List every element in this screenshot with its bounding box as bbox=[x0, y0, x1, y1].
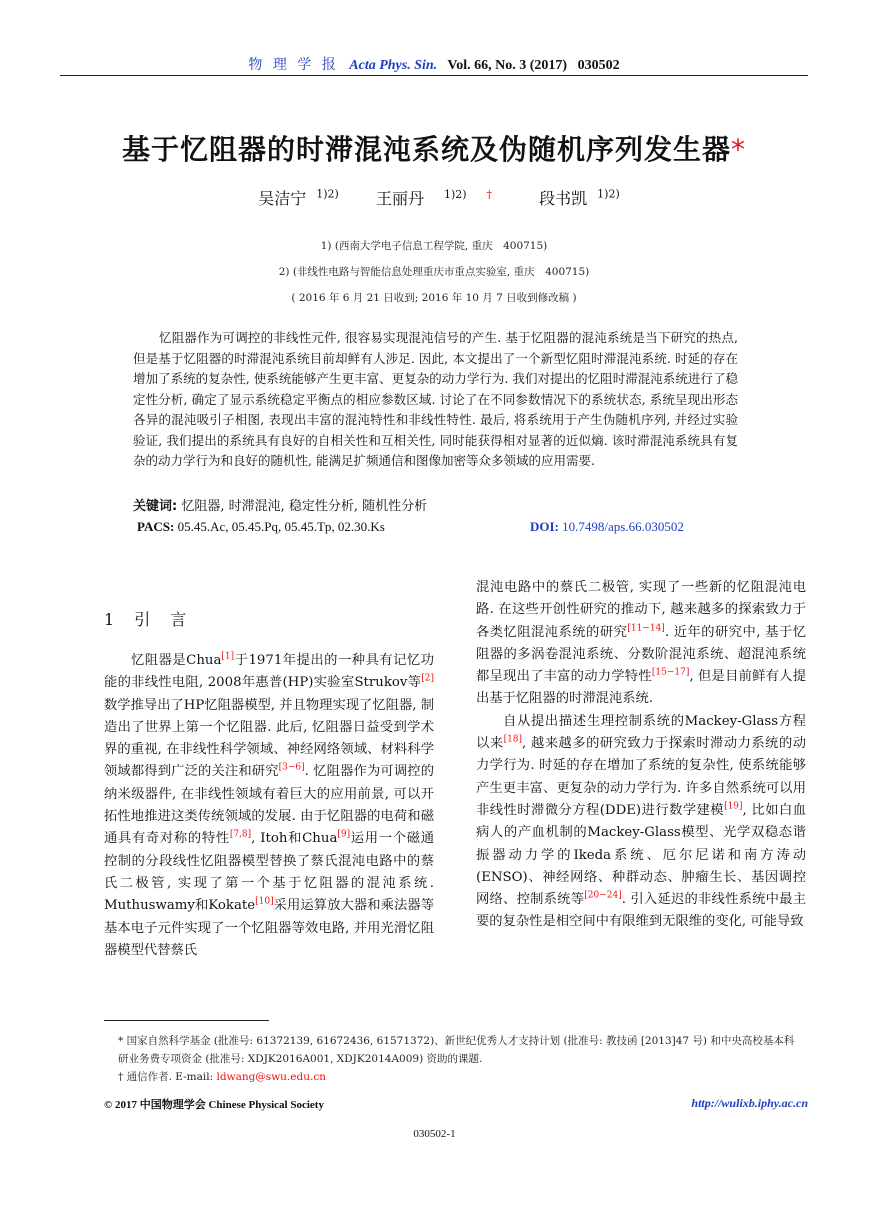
keywords bbox=[133, 495, 427, 514]
journal-header bbox=[60, 54, 808, 74]
corresponding-author-note: † 通信作者. E-mail: ldwang@swu.edu.cn bbox=[118, 1071, 326, 1083]
doi-link[interactable]: 10.7498/aps.66.030502 bbox=[562, 519, 684, 534]
citation[interactable]: [2] bbox=[421, 673, 434, 684]
author: 吴洁宁 $^{1)2)}$ bbox=[258, 187, 339, 208]
section-heading bbox=[104, 607, 206, 630]
citation[interactable]: [18] bbox=[503, 734, 523, 745]
citation[interactable]: [9] bbox=[337, 829, 351, 840]
journal-name-cn: 物 理 学 报 bbox=[248, 57, 339, 73]
doi[interactable] bbox=[530, 519, 684, 535]
footnote-rule bbox=[104, 1020, 269, 1021]
copyright: © 2017 中国物理学会 Chinese Physical Society bbox=[104, 1099, 324, 1111]
citation[interactable]: [19] bbox=[724, 801, 743, 812]
citation[interactable]: [20−24] bbox=[584, 890, 622, 901]
paper-title bbox=[60, 128, 808, 168]
paragraph: 忆阻器是Chua[1]于1971年提出的一种具有记忆功能的非线性电阻, 2008年惠普(HP)实验室Strukov等[2]数学推导出了HP忆阻器模型, 并且物理实现了忆阻器, 制造出了世界上第一个忆阻器. 此后, 忆阻器日益受到学术界的重视, 在非线性科学领域、神经网络领域、材料科学领域都得到广泛的关注和研究[3−6]. 忆阻器作为可调控的纳米级器件, 在非线性领域有着巨大的应用前景, 可以开拓性地推进这类传统领域的发展. 由于忆阻器的电荷和磁通具有奇对称的特性[7,8], Itoh和Chua[9]运用一个磁通控制的分段线性忆阻器模型替换了蔡氏混沌电路中的蔡氏二极管, 实现了第一个基于忆阻器的混沌系统. Muthuswamy和Kokate[10]采用运算放大器和乘法器等基本电子元件实现了一个忆阻器等效电路, 并用光滑忆阻器模型代替蔡氏 bbox=[104, 651, 435, 958]
affiliation-1: 1) (西南大学电子信息工程学院, 重庆 400715) bbox=[320, 240, 548, 252]
citation[interactable]: [10] bbox=[255, 896, 274, 907]
paragraph: 自从提出描述生理控制系统的Mackey-Glass方程以来[18], 越来越多的研究致力于探索时滞动力系统的动力学行为. 时延的存在增加了系统的复杂性, 使系统能够产生更丰富、更复杂的动力学行为. 许多自然系统可以用非线性时滞微分方程(DDE)进行数学建模[19], 比如白血病人的产血机制的Mackey-Glass模型、光学双稳态谐振器动力学的Ikeda系统、厄尔尼诺和南方涛动(ENSO)、神经网络、种群动态、肿瘤生长、基因调控网络、控制系统等[20−24]. 引入延迟的非线性系统中最主要的复杂性是相空间中有限维到无限维的变化, 可能导致 bbox=[476, 713, 807, 930]
left-column bbox=[104, 650, 434, 962]
affiliation-2: 2) (非线性电路与智能信息处理重庆市重点实验室, 重庆 400715) bbox=[278, 266, 590, 278]
journal-name-en: Acta Phys. Sin. bbox=[349, 58, 438, 73]
abstract: 忆阻器作为可调控的非线性元件, 很容易实现混沌信号的产生. 基于忆阻器的混沌系统是当下研究的热点, 但是基于忆阻器的时滞混沌系统目前却鲜有人涉足. 因此, 本文提出了一个新型忆阻时滞混沌系统. 时延的存在增加了系统的复杂性, 使系统能够产生更丰富、更复杂的动力学行为. 我们对提出的忆阻时滞混沌系统进行了稳定性分析, 确定了显示系统稳定平衡点的相应参数区域. 讨论了在不同参数情况下的系统状态, 系统呈现出形态各异的混沌吸引子相图, 表现出丰富的混沌特性和非线性特性. 最后, 将系统用于产生伪随机序列, 并经过实验验证, 我们提出的系统具有良好的自相关性和互相关性, 同时能获得相对显著的近似熵. 该时滞混沌系统具有复杂的动力学行为和良好的随机性, 能满足扩频通信和图像加密等众多领域的应用需要. bbox=[133, 330, 738, 468]
citation[interactable]: [11−14] bbox=[627, 623, 665, 634]
citation[interactable]: [1] bbox=[221, 651, 235, 662]
author: 王丽丹 $^{1)2) \dagger}$ bbox=[375, 187, 493, 208]
header-rule bbox=[60, 75, 808, 76]
citation[interactable]: [7,8] bbox=[229, 829, 252, 840]
citation[interactable]: [3−6] bbox=[278, 763, 305, 774]
citation[interactable]: [15−17] bbox=[651, 667, 690, 678]
keywords-label: 关键词: bbox=[133, 499, 178, 514]
paragraph: 混沌电路中的蔡氏二极管, 实现了一些新的忆阻混沌电路. 在这些开创性研究的推动下, 越来越多的探索致力于各类忆阻混沌系统的研究[11−14]. 近年的研究中, 基于忆阻器的多涡卷混沌系统、分数阶混沌系统、超混沌系统都呈现出了丰富的动力学特性[15−17], 但是目前鲜有人提出基于忆阻器的时滞混沌系统. bbox=[476, 580, 806, 707]
page-number: 030502-1 bbox=[413, 1128, 456, 1140]
author-list bbox=[60, 186, 808, 209]
pacs-label: PACS: bbox=[137, 519, 175, 534]
email-link[interactable]: ldwang@swu.edu.cn bbox=[216, 1071, 326, 1083]
article-number: 030502 bbox=[577, 58, 620, 73]
title-footnote-mark: * bbox=[731, 133, 746, 166]
website-link[interactable]: http://wulixb.iphy.ac.cn bbox=[691, 1096, 808, 1110]
pacs-text: 05.45.Ac, 05.45.Pq, 05.45.Tp, 02.30.Ks bbox=[177, 519, 385, 534]
section-number: 1 bbox=[104, 610, 135, 629]
right-column bbox=[476, 577, 806, 934]
section-title: 引言 bbox=[134, 610, 207, 629]
title-text: 基于忆阻器的时滞混沌系统及伪随机序列发生器 bbox=[121, 133, 731, 166]
pacs bbox=[137, 519, 385, 535]
received-dates: ( 2016 年 6 月 21 日收到; 2016 年 10 月 7 日收到修改稿 ) bbox=[291, 292, 577, 304]
funding-note: * 国家自然科学基金 (批准号: 61372139, 61672436, 61571372)、新世纪优秀人才支持计划 (批准号: 教技函 [2013]47 号) 和中央高校基本科研业务费专项资金 (批准号: XDJK2016A001, XDJK2014A009) 资助的课题. bbox=[118, 1035, 795, 1065]
journal-volume: Vol. 66, No. 3 (2017) bbox=[447, 58, 568, 73]
doi-label: DOI: bbox=[530, 519, 559, 534]
author: 段书凯 $^{1)2)}$ bbox=[539, 187, 620, 208]
keywords-text: 忆阻器, 时滞混沌, 稳定性分析, 随机性分析 bbox=[181, 499, 428, 514]
footnotes bbox=[118, 1032, 798, 1086]
